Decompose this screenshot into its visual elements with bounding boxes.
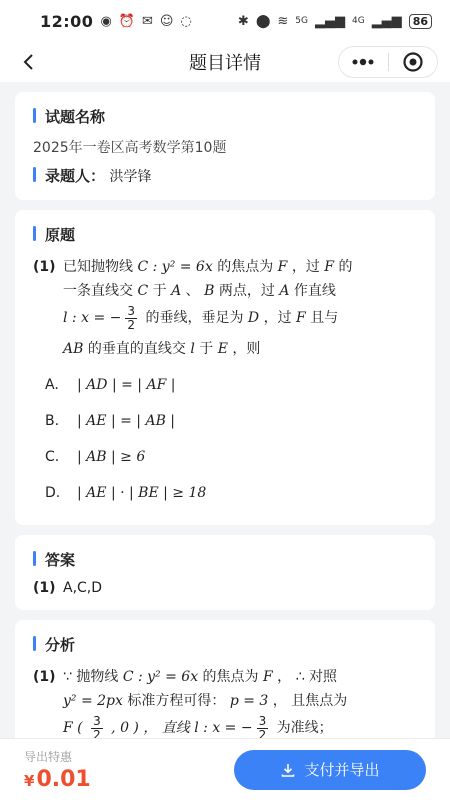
a3-frac2-num: 3 (258, 713, 267, 728)
q3-frac-den: 2 (127, 317, 135, 332)
pay-export-label: 支付并导出 (304, 761, 380, 779)
a2-p: p = 3 (229, 693, 269, 709)
q4-mid: 的垂直的直线交 (83, 341, 191, 357)
a3-end: 为准线； (272, 720, 333, 736)
option-key: B. (45, 413, 60, 429)
option-text: | AB | ≥ 6 (77, 449, 146, 465)
signal-icon-2: ▂▄▆ (371, 13, 402, 29)
answer-number: (1) (33, 580, 56, 596)
analysis-line-2 (33, 689, 419, 713)
q3-line-eq: l : x = − (63, 310, 122, 326)
qq-icon: ☺ (159, 13, 174, 29)
q1-curve: C : y² = 6x (137, 259, 213, 275)
question-card (15, 210, 435, 525)
a2-mid: 标准方程可得： (122, 693, 230, 709)
q1-text-sep: ，过 (287, 259, 325, 275)
a3-mid: , 0 ) ， 直线 l : x = − (106, 720, 253, 736)
analysis-number: (1) (33, 669, 56, 685)
battery-indicator: 86 (409, 14, 432, 29)
option-d (33, 475, 419, 511)
q1-focus: F (277, 259, 288, 275)
a1-end: ， ∴ 对照 (272, 669, 337, 685)
q2-pre: 一条直线交 (63, 283, 138, 299)
question-number: (1) (33, 259, 56, 275)
author-label: 录题人： (45, 167, 106, 185)
location-icon: ⬤ (255, 13, 271, 29)
a2-eq: y² = 2px (63, 693, 123, 709)
question-line-1 (33, 255, 419, 279)
q3-f: F (296, 310, 306, 326)
content-scroll[interactable] (0, 82, 450, 738)
author-name: 洪学锋 (109, 169, 152, 185)
q3-fraction (125, 305, 137, 332)
status-right (238, 14, 432, 29)
wifi-icon: ≋ (277, 13, 289, 29)
status-bar (0, 0, 450, 42)
question-line-2 (33, 279, 419, 303)
q1-text-pre: 已知抛物线 (63, 259, 138, 275)
signal-icon: ▂▄▆ (314, 13, 345, 29)
exam-name: 2025年一卷区高考数学第10题 (33, 140, 227, 156)
pay-export-button[interactable] (234, 750, 426, 790)
a2-end: ， 且焦点为 (268, 693, 348, 709)
alarm-icon: ⏰ (118, 13, 135, 29)
question-line-3 (33, 303, 419, 333)
download-icon (280, 762, 296, 778)
a3-pre: F ( (63, 720, 88, 736)
option-text: | AD | = | AF | (77, 377, 176, 393)
signal-5g-label: 5G (295, 16, 308, 26)
more-dots-icon (351, 58, 375, 66)
options-list (33, 367, 419, 511)
option-text: | AE | = | AB | (77, 413, 176, 429)
question-line-4 (33, 337, 419, 361)
option-text: | AE | · | BE | ≥ 18 (77, 485, 207, 501)
q1-text-end: 的 (334, 259, 353, 275)
status-left (40, 12, 192, 31)
info-card-title: 试题名称 (33, 106, 419, 127)
a1-f: F (263, 669, 273, 685)
q2-mid2: 两点，过 (214, 283, 280, 299)
a3-frac-den: 2 (93, 727, 101, 738)
target-close-icon (402, 51, 424, 73)
chevron-left-icon (21, 53, 35, 71)
analysis-line-1 (33, 665, 419, 689)
wechat-icon: ✉ (141, 13, 153, 29)
q1-focus2: F (324, 259, 334, 275)
a3-fraction (91, 715, 103, 739)
q2-end: 作直线 (289, 283, 336, 299)
q2-b: B (204, 283, 215, 299)
chat-icon: ◌ (180, 13, 192, 29)
answer-value: A,C,D (63, 580, 103, 596)
more-button[interactable] (339, 47, 388, 77)
q1-text-mid: 的焦点为 (212, 259, 278, 275)
q2-and: 、 (181, 283, 205, 299)
a3-fraction-2 (257, 715, 269, 739)
miniapp-capsule (338, 46, 438, 78)
bluetooth-icon: ✱ (237, 13, 249, 29)
q3-d: D (247, 310, 260, 326)
eye-icon: ◉ (100, 13, 112, 29)
answer-text (33, 580, 419, 596)
back-button[interactable] (14, 48, 42, 76)
q3-mid: 的垂线，垂足为 (141, 310, 248, 326)
option-a (33, 367, 419, 403)
option-c (33, 439, 419, 475)
a3-frac2-den: 2 (258, 727, 267, 738)
q2-c: C (137, 283, 149, 299)
page-title: 题目详情 (189, 53, 261, 74)
q4-end: ，则 (227, 341, 261, 357)
option-key: A. (45, 377, 59, 393)
price-value (24, 767, 91, 792)
q4-ab: AB (63, 341, 84, 357)
info-card (15, 92, 435, 200)
nav-bar (0, 42, 450, 82)
question-card-title: 原题 (33, 224, 419, 245)
q3-frac-num: 3 (127, 303, 135, 318)
a1-mid: 的焦点为 (198, 669, 264, 685)
q3-mid2: ，过 (259, 310, 297, 326)
q3-end: 且与 (305, 310, 339, 326)
author-row (33, 165, 419, 186)
answer-card (15, 535, 435, 610)
status-time: 12:00 (40, 11, 94, 31)
q2-a2: A (279, 283, 290, 299)
price-label: 导出特惠 (24, 749, 73, 764)
footer-bar (0, 738, 450, 800)
answer-card-title: 答案 (33, 549, 419, 570)
option-key: D. (45, 485, 61, 501)
analysis-card (15, 620, 435, 738)
option-b (33, 403, 419, 439)
close-miniapp-button[interactable] (389, 47, 438, 77)
option-key: C. (45, 449, 60, 465)
currency-symbol: ¥ (24, 771, 35, 790)
analysis-card-title: 分析 (33, 634, 419, 655)
signal-4g-label: 4G (351, 16, 365, 26)
analysis-line-3 (33, 713, 419, 738)
q2-a: A (171, 283, 182, 299)
q4-mid2: 于 (194, 341, 218, 357)
q2-mid: 于 (148, 283, 172, 299)
a1-pre: ∵ 抛物线 (63, 669, 123, 685)
price-block (24, 748, 91, 792)
q4-l: l (190, 341, 195, 357)
a1-curve: C : y² = 6x (122, 669, 199, 685)
a3-frac-num: 3 (93, 713, 101, 728)
q4-e: E (217, 341, 228, 357)
price-amount: 0.01 (36, 766, 91, 792)
